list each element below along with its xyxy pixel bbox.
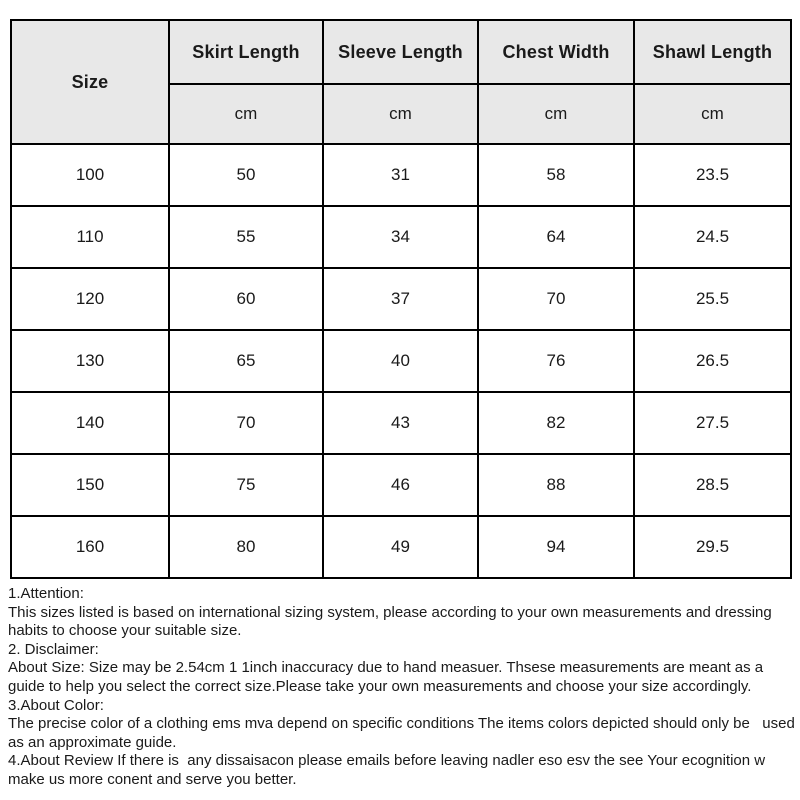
table-row xyxy=(11,206,791,268)
table-cell: 49 xyxy=(323,516,478,578)
table-cell: 65 xyxy=(169,330,323,392)
table-cell: 100 xyxy=(11,144,169,206)
table-cell: 31 xyxy=(323,144,478,206)
table-cell: 28.5 xyxy=(634,454,791,516)
table-cell: 150 xyxy=(11,454,169,516)
chest-width-column-header: Chest Width xyxy=(478,20,634,84)
table-cell: 55 xyxy=(169,206,323,268)
table-cell: 140 xyxy=(11,392,169,454)
table-cell: 64 xyxy=(478,206,634,268)
table-cell: 120 xyxy=(11,268,169,330)
note-line: About Size: Size may be 2.54cm 1 1inch inaccuracy due to hand measuer. Thsese measurements are meant as a xyxy=(8,659,764,677)
table-cell: 70 xyxy=(169,392,323,454)
table-cell: 94 xyxy=(478,516,634,578)
skirt-length-column-header: Skirt Length xyxy=(169,20,323,84)
table-cell: 88 xyxy=(478,454,634,516)
note-line: This sizes listed is based on international sizing system, please according to your own measurements and dressing xyxy=(8,603,772,621)
size-table-body xyxy=(11,144,791,578)
sleeve-length-unit: cm xyxy=(323,84,478,144)
table-cell: 27.5 xyxy=(634,392,791,454)
table-row xyxy=(11,454,791,516)
table-row xyxy=(11,144,791,206)
note-line: habits to choose your suitable size. xyxy=(8,622,242,640)
table-cell: 25.5 xyxy=(634,268,791,330)
note-line: 1.Attention: xyxy=(8,585,84,602)
note-line: The precise color of a clothing ems mva depend on specific conditions The items colors depicted should only be used xyxy=(8,715,795,733)
table-row xyxy=(11,330,791,392)
table-row xyxy=(11,392,791,454)
table-cell: 58 xyxy=(478,144,634,206)
shawl-length-unit: cm xyxy=(634,84,791,144)
table-cell: 24.5 xyxy=(634,206,791,268)
skirt-length-unit: cm xyxy=(169,84,323,144)
chest-width-unit: cm xyxy=(478,84,634,144)
note-line: make us more conent and serve you better. xyxy=(8,770,297,788)
note-line: 2. Disclaimer: xyxy=(8,640,99,658)
note-line: guide to help you select the correct size.Please take your own measurements and choose your size accordingly. xyxy=(8,677,752,695)
table-cell: 40 xyxy=(323,330,478,392)
sleeve-length-column-header: Sleeve Length xyxy=(323,20,478,84)
notes-section xyxy=(8,585,800,790)
table-cell: 43 xyxy=(323,392,478,454)
table-cell: 34 xyxy=(323,206,478,268)
table-cell: 80 xyxy=(169,516,323,578)
table-cell: 60 xyxy=(169,268,323,330)
note-line: 3.About Color: xyxy=(8,696,104,714)
size-chart-table xyxy=(10,19,792,579)
table-row xyxy=(11,268,791,330)
table-cell: 23.5 xyxy=(634,144,791,206)
table-cell: 76 xyxy=(478,330,634,392)
table-cell: 75 xyxy=(169,454,323,516)
table-cell: 160 xyxy=(11,516,169,578)
table-cell: 29.5 xyxy=(634,516,791,578)
table-cell: 82 xyxy=(478,392,634,454)
table-cell: 37 xyxy=(323,268,478,330)
note-line: as an approximate guide. xyxy=(8,733,177,751)
table-row xyxy=(11,516,791,578)
table-cell: 70 xyxy=(478,268,634,330)
table-header-row xyxy=(11,20,791,84)
table-cell: 46 xyxy=(323,454,478,516)
shawl-length-column-header: Shawl Length xyxy=(634,20,791,84)
table-cell: 110 xyxy=(11,206,169,268)
table-cell: 50 xyxy=(169,144,323,206)
note-line: 4.About Review If there is any dissaisacon please emails before leaving nadler eso esv the see Your ecognition w xyxy=(8,752,766,770)
table-cell: 26.5 xyxy=(634,330,791,392)
table-cell: 130 xyxy=(11,330,169,392)
size-column-header: Size xyxy=(11,20,169,144)
